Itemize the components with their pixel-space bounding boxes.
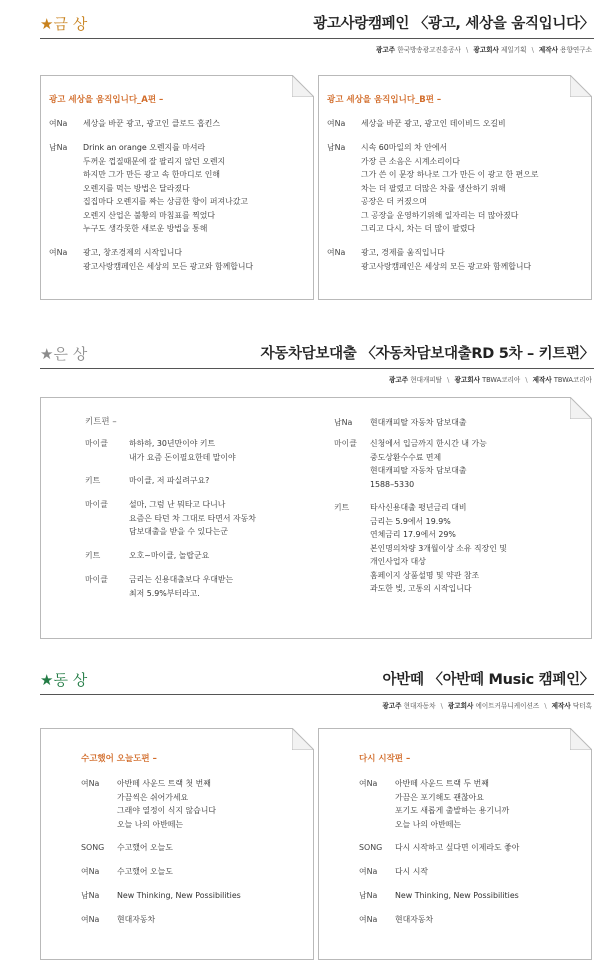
script-line: 담보대출을 받을 수 있다는군: [129, 527, 228, 536]
credit-key: 광고회사: [473, 46, 499, 54]
separator: \: [544, 702, 547, 710]
spot-title: 수고했어 오늘도편 –: [81, 754, 157, 764]
separator: \: [447, 376, 450, 384]
script-line: 여Na 광고, 경제를 움직입니다: [327, 248, 445, 257]
script-line: 과도한 빚, 고통의 시작입니다: [370, 584, 472, 593]
script-line: 남Na New Thinking, New Possibilities: [359, 891, 519, 900]
script-line: 요즘은 타던 차 그대로 타면서 자동차: [129, 513, 256, 523]
script-line: 금리는 5.9에서 19.9%: [370, 516, 451, 526]
credit-key: 제작사: [538, 46, 559, 54]
credit-key: 광고주: [388, 376, 409, 384]
credit-value: 에이트커뮤니케이션즈: [475, 702, 540, 710]
script-line: 그래야 열정이 식지 않습니다: [117, 806, 216, 815]
credit-key: 광고회사: [447, 702, 474, 710]
spot-title: 광고 세상을 움직입니다_B편 –: [327, 95, 442, 105]
script-line: 여Na 현대자동차: [359, 915, 434, 924]
award-silver: [40, 344, 598, 384]
script-line: 중도상환수수료 면제: [370, 452, 442, 462]
script-line: 오늘 나의 아반떼는: [395, 819, 461, 829]
script-line: 여Na 세상을 바꾼 광고, 광고인 클로드 홉킨스: [49, 119, 221, 128]
credit-key: 제작사: [551, 702, 571, 710]
award-header: [40, 344, 598, 370]
script-line: 마이클 설마, 그럼 난 뭐타고 다니나: [85, 500, 226, 509]
award-header: [40, 670, 598, 696]
script-box-bronze-b: [318, 728, 592, 960]
credit-key: 광고주: [382, 702, 402, 710]
script-line: 공장은 더 커졌으며: [361, 197, 427, 206]
script-line: 홈페이지 상품설명 및 약관 참조: [370, 570, 480, 580]
script-line: 그리고 다시, 차는 더 많이 팔렸다: [361, 224, 476, 233]
script-line: 하지만 그가 만든 광고 속 한마디로 인해: [83, 170, 221, 179]
credit-value: 현대캐피탈: [410, 376, 443, 384]
script-line: 키트 오호~마이클, 놀랍군요: [85, 551, 210, 560]
corner-fold: [292, 728, 314, 750]
award-label: ★은 상: [40, 345, 88, 363]
divider: [40, 38, 594, 39]
award-label: ★금 상: [40, 15, 88, 33]
script-box-bronze-a: [40, 728, 314, 960]
script-line: 오늘 나의 아반떼는: [117, 819, 183, 829]
spot-title: 다시 시작편 –: [359, 754, 411, 764]
script-line: SONG 다시 시작하고 싶다면 이제라도 좋아: [359, 843, 520, 852]
separator: \: [525, 376, 528, 384]
credits: [376, 44, 592, 56]
script-line: 가끔씩은 쉬어가세요: [117, 792, 189, 802]
script-line: 가끔은 포기해도 괜찮아요: [395, 792, 484, 802]
credits: [389, 374, 592, 386]
award-title: 광고사랑캠페인 〈광고, 세상을 움직입니다〉: [313, 16, 594, 32]
credit-value: 제일기획: [500, 46, 527, 54]
script-line: 1588–5330: [370, 479, 415, 489]
credit-value: 닥터혹: [572, 702, 592, 710]
credit-key: 광고회사: [454, 376, 480, 384]
script-line: 포기도 새롭게 출발하는 용기니까: [395, 806, 510, 815]
script-line: 여Na 다시 시작: [359, 867, 428, 876]
award-title: 자동차담보대출 〈자동차담보대출RD 5차 – 키트편〉: [260, 346, 594, 362]
credits: [382, 700, 592, 712]
corner-fold: [292, 75, 314, 97]
corner-fold: [570, 397, 592, 419]
script-line: 키트 타사신용대출 평년금리 대비: [334, 503, 467, 512]
script-line: 여Na 현대자동차: [81, 915, 156, 924]
credit-value: 현대자동차: [403, 702, 436, 710]
script-line: 여Na 아반떼 사운드 트랙 첫 번째: [81, 779, 211, 788]
script-line: 차는 더 팔렸고 더많은 차를 생산하기 위해: [361, 183, 506, 193]
award-gold: [40, 14, 598, 54]
script-line: 그가 쓴 이 문장 하나로 그가 만든 이 광고 한 편으로: [361, 170, 539, 179]
divider: [40, 368, 594, 369]
script-line: 여Na 세상을 바꾼 광고, 광고인 데이비드 오길비: [327, 119, 506, 128]
script-line: 마이클 신청에서 입금까지 한시간 내 가능: [334, 439, 487, 448]
script-line: 현대캐피탈 자동차 담보대출: [370, 466, 467, 475]
script-line: 연체금리 17.9에서 29%: [370, 530, 456, 539]
credit-value: 용향연구소: [560, 46, 592, 54]
script-line: SONG 수고했어 오늘도: [81, 843, 173, 852]
script-line: 내가 요즘 돈이필요한데 말이야: [129, 452, 236, 462]
credit-value: 한국방송광고진흥공사: [397, 46, 461, 54]
award-header: [40, 14, 598, 40]
divider: [40, 694, 594, 695]
corner-fold: [570, 75, 592, 97]
script-line: 여Na 아반떼 사운드 트랙 두 번째: [359, 779, 489, 788]
separator: \: [466, 46, 469, 54]
award-label: ★동 상: [40, 671, 88, 689]
script-line: 오렌지를 먹는 방법은 달라졌다: [83, 183, 190, 193]
script-line: 집집마다 오렌지를 짜는 상큼한 향이 퍼져나갔고: [83, 197, 248, 206]
award-title: 아반떼 〈아반떼 Music 캠페인〉: [382, 672, 594, 688]
credit-value: TBWA코리아: [553, 376, 592, 384]
script-line: 여Na 광고, 창조경제의 시작입니다: [49, 248, 182, 257]
credit-value: TBWA코리아: [482, 376, 521, 384]
script-line: 마이클 하하하, 30년만이야 키트: [85, 439, 216, 448]
script-line: 가장 큰 소음은 시계소리이다: [361, 156, 460, 166]
script-line: 최저 5.9%부터라고.: [129, 588, 200, 598]
script-line: 여Na 수고했어 오늘도: [81, 867, 173, 876]
credit-key: 광고주: [376, 46, 396, 54]
script-line: 남Na 현대캐피탈 자동차 담보대출: [334, 418, 467, 427]
script-box-gold-a: [40, 75, 314, 300]
script-line: 마이클 금리는 신용대출보다 우대받는: [85, 575, 234, 584]
script-line: 개인사업자 대상: [370, 557, 426, 566]
award-bronze: [40, 670, 598, 710]
script-line: 두꺼운 껍질때문에 잘 팔리지 않던 오렌지: [83, 156, 226, 166]
script-line: 누구도 생각못한 새로운 방법을 통해: [83, 224, 208, 233]
script-line: 오렌지 산업은 불황의 마침표를 찍었다: [83, 210, 215, 220]
script-line: 남Na New Thinking, New Possibilities: [81, 891, 241, 900]
script-box-silver: [40, 397, 592, 639]
separator: \: [531, 46, 534, 54]
script-line: 남Na Drink an orange 오렌지를 마셔라: [49, 143, 206, 152]
corner-fold: [570, 728, 592, 750]
script-line: 남Na 시속 60마일의 차 안에서: [327, 143, 448, 152]
credit-key: 제작사: [532, 376, 552, 384]
spot-title: 키트편 –: [85, 417, 117, 427]
script-line: 키트 마이클, 저 파실려구요?: [85, 476, 210, 485]
script-line: 본인명의차량 3개월이상 소유 직장인 및: [370, 543, 508, 553]
separator: \: [440, 702, 443, 710]
script-box-gold-b: [318, 75, 592, 300]
spot-title: 광고 세상을 움직입니다_A편 –: [49, 95, 164, 105]
script-line: 광고사랑캠페인은 세상의 모든 광고와 함께합니다: [361, 261, 532, 271]
script-line: 광고사랑캠페인은 세상의 모든 광고와 함께합니다: [83, 261, 254, 271]
script-line: 그 공장을 운영하기위해 일자리는 더 많아졌다: [361, 210, 519, 220]
